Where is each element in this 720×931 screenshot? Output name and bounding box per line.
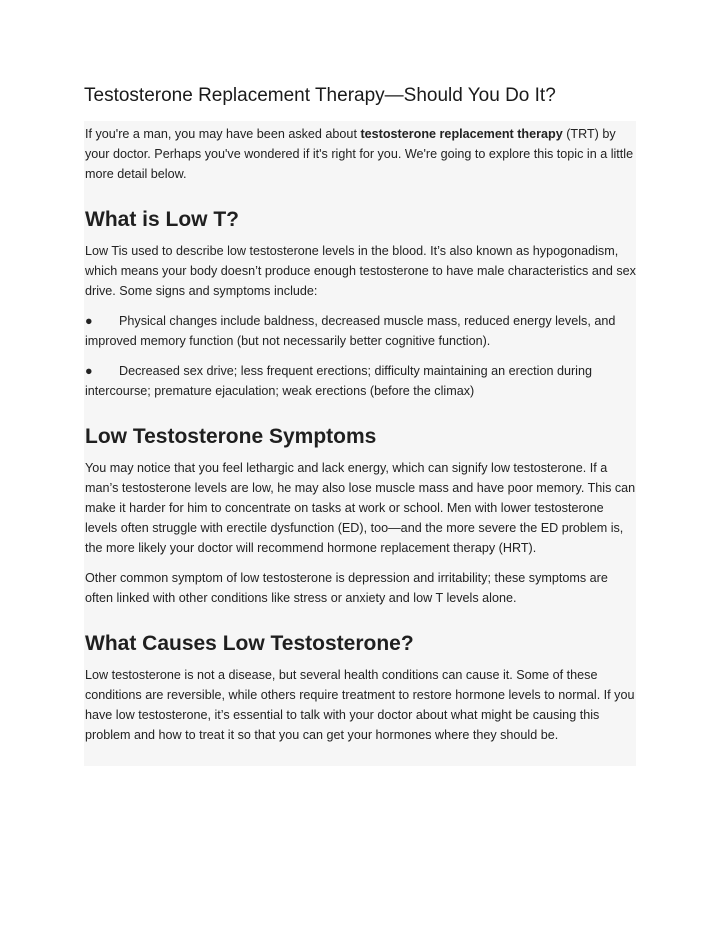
intro-bold-term: testosterone replacement therapy xyxy=(360,127,563,141)
section-heading-what-is-low-t: What is Low T? xyxy=(85,208,239,231)
intro-text-before: If you're a man, you may have been asked about xyxy=(85,127,361,141)
content-panel xyxy=(84,121,636,766)
section-heading-low-testosterone-symptoms: Low Testosterone Symptoms xyxy=(85,425,377,448)
section-paragraph: Low testosterone is not a disease, but several health conditions can cause it. Some of these conditions are reversible, while others require treatment to restore hormone levels to normal. If you have low testosterone, it’s essential to talk with your doctor about what might be causing this problem and how to treat it so that you can get your hormones where they should be. xyxy=(85,668,635,742)
section-paragraph: You may notice that you feel lethargic and lack energy, which can signify low testosterone. If a man’s testosterone levels are low, he may also lose muscle mass and have poor memory. This can make it harder for him to concentrate on tasks at work or school. Men with lower testosterone levels often struggle with erectile dysfunction (ED), too—and the more severe the ED problem is, the more likely your doctor will recommend hormone replacement therapy (HRT). xyxy=(85,461,636,555)
bullet-icon: ● xyxy=(85,364,93,378)
section-paragraph: Other common symptom of low testosterone is depression and irritability; these symptoms are often linked with other conditions like stress or anxiety and low T levels alone. xyxy=(85,571,608,605)
section-heading-what-causes-low-testosterone: What Causes Low Testosterone? xyxy=(85,632,414,655)
intro-text-after: (TRT) by your doctor. Perhaps you've wondered if it's right for you. We're going to explore this topic in a little more detail below. xyxy=(85,127,634,181)
intro-paragraph xyxy=(85,124,636,184)
section-paragraph: Low Tis used to describe low testosterone levels in the blood. It’s also known as hypogonadism, which means your body doesn’t produce enough testosterone to have male characteristics and sex drive. Some signs and symptoms include: xyxy=(85,244,636,298)
document-title: Testosterone Replacement Therapy—Should You Do It? xyxy=(84,85,556,106)
bullet-text: Decreased sex drive; less frequent erections; difficulty maintaining an erection during intercourse; premature ejaculation; weak erections (before the climax) xyxy=(85,364,592,398)
bullet-item xyxy=(85,311,636,351)
bullet-icon: ● xyxy=(85,314,93,328)
bullet-text: Physical changes include baldness, decreased muscle mass, reduced energy levels, and improved memory function (but not necessarily better cognitive function). xyxy=(85,314,616,348)
bullet-item xyxy=(85,361,636,401)
